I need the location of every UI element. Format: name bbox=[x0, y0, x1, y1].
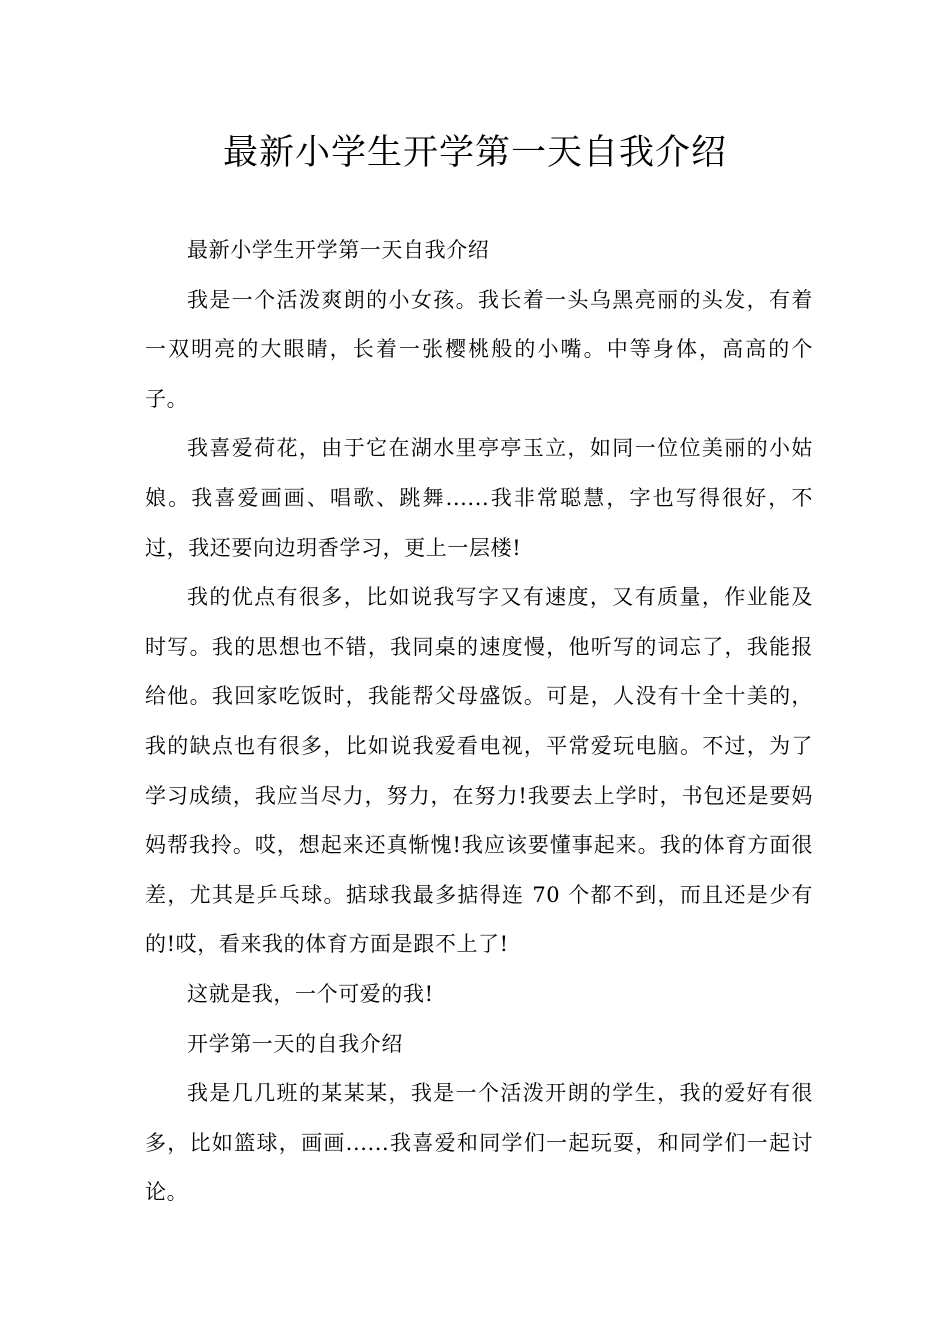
paragraph-conclusion: 这就是我，一个可爱的我! bbox=[187, 981, 434, 1006]
document-title: 最新小学生开学第一天自我介绍 bbox=[222, 133, 727, 173]
paragraph-subtitle: 最新小学生开学第一天自我介绍 bbox=[187, 238, 490, 262]
paragraph-section-heading: 开学第一天的自我介绍 bbox=[187, 1031, 403, 1056]
paragraph-appearance: 我是一个活泼爽朗的小女孩。我长着一头乌黑亮丽的头发，有着一双明亮的大眼睛，长着一张樱桃般的小嘴。中等身体，高高的个子。 bbox=[145, 287, 813, 411]
paragraph-class-intro: 我是几几班的某某某，我是一个活泼开朗的学生，我的爱好有很多，比如篮球，画画......我喜爱和同学们一起玩耍，和同学们一起讨论。 bbox=[145, 1081, 813, 1205]
paragraph-strengths-weaknesses: 我的优点有很多，比如说我写字又有速度，又有质量，作业能及时写。我的思想也不错，我同桌的速度慢，他听写的词忘了，我能报给他。我回家吃饭时，我能帮父母盛饭。可是，人没有十全十美的，我的缺点也有很多，比如说我爱看电视，平常爱玩电脑。不过，为了学习成绩，我应当尽力，努力，在努力!我要去上学时，书包还是要妈妈帮我拎。哎，想起来还真惭愧!我应该要懂事起来。我的体育方面很差，尤其是乒乓球。掂球我最多掂得连 70 个都不到，而且还是少有的!哎，看来我的体育方面是跟不上了! bbox=[145, 585, 813, 957]
paragraph-hobbies: 我喜爱荷花，由于它在湖水里亭亭玉立，如同一位位美丽的小姑娘。我喜爱画画、唱歌、跳舞......我非常聪慧，字也写得很好，不过，我还要向边玥香学习，更上一层楼! bbox=[145, 436, 813, 560]
document-body bbox=[145, 226, 813, 1218]
